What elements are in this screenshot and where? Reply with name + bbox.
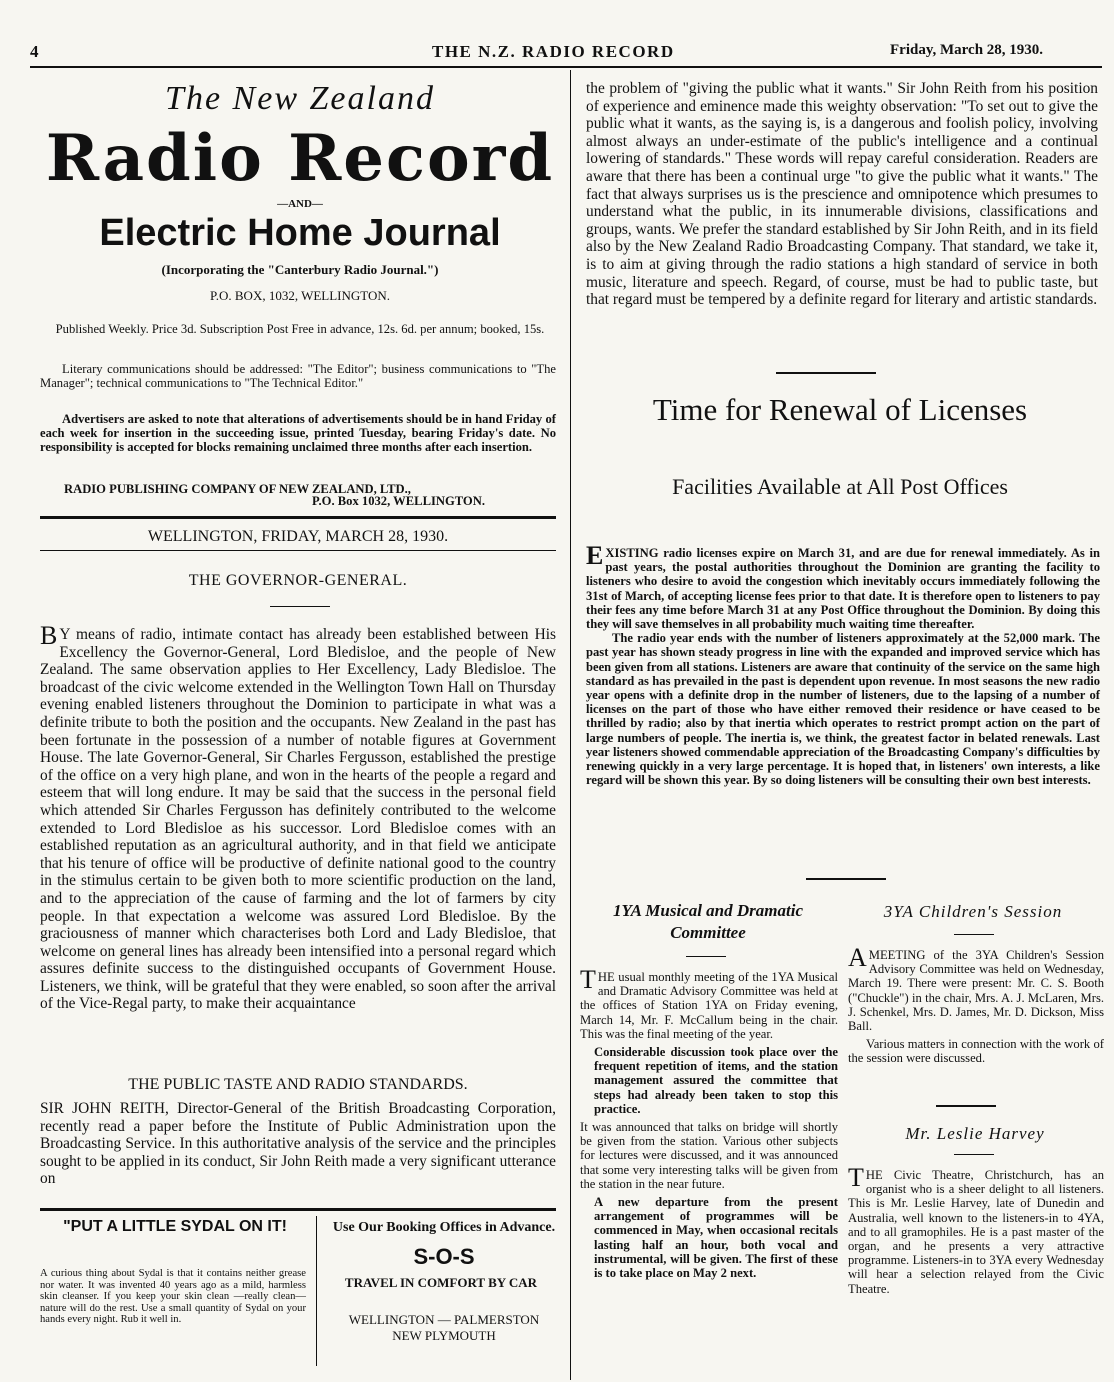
iya-title: 1YA Musical and Dramatic Committee xyxy=(612,901,803,942)
left-bottom-rule xyxy=(40,1208,556,1211)
issue-date: Friday, March 28, 1930. xyxy=(890,42,1044,58)
harvey-dropcap: T xyxy=(848,1163,864,1192)
iya-dropcap: T xyxy=(580,965,596,994)
iya-para1: HE usual monthly meeting of the 1YA Musical and Dramatic Advisory Committee was held at the offices of Station 1YA on Friday evening, March 14, Mr. F. McCallum being in the chair. This was the final meeting of the year. xyxy=(580,970,838,1041)
po-box: P.O. BOX, 1032, WELLINGTON. xyxy=(209,288,391,303)
public-taste-text-cont: the problem of "giving the public what it wants." Sir John Reith from his position of experience and eminence made this weighty observation: "To set out to give the public what it wants, as the saying is, is a dangerous and foolish policy, involving almost always an under-estimate of the public's intelligence and a continual lowering of standards." These words will repay careful consideration. Readers are aware that there has been a continual urge "to give the public what it wants." The fact that always surprises us is the prescience and omnipotence which presumes to understand what the public, in its innumerable divisions, classifications and groups, wants. We prefer the standard established by Sir John Reith, and in its field also by the New Zealand Radio Broadcasting Company. That standard, we take it, is to aim at giving through the radio stations a high standard of service in both music, literature and speech. Regard, of course, must be had to public taste, but that regard must be tempered by a definite regard for literary and artistic standards. xyxy=(586,80,1098,309)
harvey-title: Mr. Leslie Harvey xyxy=(905,1124,1045,1143)
governor-rule xyxy=(270,606,330,607)
governor-title: THE GOVERNOR-GENERAL. xyxy=(188,572,408,589)
three-ya-dropcap: A xyxy=(848,943,867,972)
masthead-rule xyxy=(40,516,556,519)
renewal-title: Time for Renewal of Licenses xyxy=(652,392,1028,427)
masthead-line1: The New Zealand xyxy=(165,80,435,117)
header-rule xyxy=(30,66,1102,68)
column-rule xyxy=(570,70,571,1380)
routes-line2: NEW PLYMOUTH xyxy=(392,1328,496,1343)
governor-article xyxy=(40,621,556,1013)
harvey-rule xyxy=(954,1154,994,1155)
sos-ad: S-O-S xyxy=(413,1244,475,1269)
incorporating-note: (Incorporating the "Canterbury Radio Journal.") xyxy=(161,262,439,277)
masthead-block xyxy=(40,80,560,304)
literary-note: Literary communications should be addressed: "The Editor"; business communications to "The Manager"; technical communications to "The Technical Editor." xyxy=(40,362,556,391)
three-ya-rule xyxy=(954,934,994,935)
published-weekly: Published Weekly. Price 3d. Subscription Post Free in advance, 12s. 6d. per annum; booked, 15s. xyxy=(55,322,545,336)
three-ya-bottom-rule xyxy=(936,1105,996,1107)
three-ya-title: 3YA Children's Session xyxy=(883,902,1063,921)
company-name: RADIO PUBLISHING COMPANY OF NEW ZEALAND, LTD., xyxy=(64,482,411,496)
public-taste-title: THE PUBLIC TASTE AND RADIO STANDARDS. xyxy=(128,1076,468,1093)
sydal-ad-title: "PUT A LITTLE SYDAL ON IT! xyxy=(63,1218,287,1235)
iya-para4: A new departure from the present arrangement of programmes will be commenced in May, when occasional recitals lasting half an hour, both vocal and instrumental, will be given. The first of these is to take place on May 2 next. xyxy=(594,1195,838,1281)
page-number: 4 xyxy=(30,42,39,61)
three-ya-para2: Various matters in connection with the work of the session were discussed. xyxy=(848,1037,1104,1066)
renewal-subtitle: Facilities Available at All Post Offices xyxy=(672,474,1008,499)
travel-ad: TRAVEL IN COMFORT BY CAR xyxy=(344,1275,538,1290)
three-ya-para1: MEETING of the 3YA Children's Session Advisory Committee was held on Wednesday, March 19. There were present: Mr. C. S. Booth ("Chuckle") in the chair, Mrs. A. J. McLaren, Mrs. J. Schenkel, Mrs. D. James, Mr. D. Dickson, Miss Ball. xyxy=(848,948,1104,1034)
renewal-bottom-rule xyxy=(806,878,886,880)
iya-para3: It was announced that talks on bridge will shortly be given from the station. Various other subjects for lectures were discussed, and it was announced that some very interesting talks will be given from the station in the near future. xyxy=(580,1120,838,1191)
renewal-article xyxy=(586,541,1100,788)
three-ya-article xyxy=(848,943,1104,1066)
public-taste-text-start: SIR JOHN REITH, Director-General of the British Broadcasting Corporation, recently read a paper before the Institute of Public Administration upon the Broadcasting Service. In this authoritative analysis of the service and the principles sought to be applied in its conduct, Sir John Reith made a very significant utterance on xyxy=(40,1100,556,1188)
masthead-title: THE N.Z. RADIO RECORD xyxy=(432,42,675,61)
harvey-para1: HE Civic Theatre, Christchurch, has an organist who is a sheer delight to all listeners. This is Mr. Leslie Harvey, late of Dunedin and Australia, well known to the listeners-in to 4YA, and to all gramophiles. He is a past master of the organ, and he presents a very attractive programme. Listeners-in to 3YA every Wednesday will hear a selection relayed from the Civic Theatre. xyxy=(848,1168,1104,1296)
iya-article xyxy=(580,965,838,1281)
advertisers-note: Advertisers are asked to note that alterations of advertisements should be in hand Friday of each week for insertion in the succeeding issue, printed Tuesday, bearing Friday's date. No responsibility is accepted for blocks remaining unclaimed three months after each insertion. xyxy=(40,412,556,455)
masthead-and: —AND— xyxy=(277,198,323,210)
harvey-article xyxy=(848,1163,1104,1296)
iya-rule xyxy=(686,956,726,957)
renewal-para1: XISTING radio licenses expire on March 31, and are due for renewal immediately. As in past years, the postal authorities throughout the Dominion are granting the facility to listeners who desire to avoid the congestion which inevitably occurs immediately following the 31st of March, of accepting license fees prior to that date. It is therefore open to listeners to pay their fees any time before March 31 at any Post Office throughout the Dominion. By doing this they will save themselves in all probability much waiting time thereafter. xyxy=(586,546,1100,632)
masthead-radio-record: Radio Record xyxy=(45,121,555,196)
governor-text: Y means of radio, intimate contact has already been established between His Excellency the Governor-General, Lord Bledisloe, and the people of New Zealand. The same observation applies to Her Excellency, Lady Bledisloe. The broadcast of the civic welcome extended in the Wellington Town Hall on Thursday evening enabled listeners throughout the Dominion to participate in what was a definite tribute to both the position and the occupants. New Zealand in the past has been fortunate in the possession of a number of notable figures at Government House. The late Governor-General, Sir Charles Fergusson, established the prestige of the office on a very high plane, and won in the hearts of the people a regard and esteem that will long endure. It may be said that the success in the personal field which attended Sir Charles Fergusson has definitely contributed to the welcome extended to Lord Bledisloe as his successor. Lord Bledisloe comes with an established reputation as an agricultural authority, and in that field we anticipate that his tenure of office will be productive of definite national good to the country in the stimulus certain to be given both to more scientific production on the land, and to the appreciation of the cause of farming and the lot of farmers by city people. In that expectation a welcome was assured Lord Bledisloe. By the graciousness of manner which characterises both Lord and Lady Bledisloe, that welcome on general lines has already been intensified into a personal regard which assures definite success to the distinguished occupants of Government House. Listeners, we think, will be grateful that they were enabled, so soon after the arrival of the Vice-Regal party, to make their acquaintance xyxy=(40,626,556,1013)
masthead-electric-home: Electric Home Journal xyxy=(99,212,501,254)
company-address: P.O. Box 1032, WELLINGTON. xyxy=(312,494,485,508)
dateline: WELLINGTON, FRIDAY, MARCH 28, 1930. xyxy=(147,528,449,545)
routes-line1: WELLINGTON — PALMERSTON xyxy=(348,1312,540,1327)
renewal-para2: The radio year ends with the number of listeners approximately at the 52,000 mark. The past year has shown steady progress in line with the expanded and improved service which has been given from all stations. Listeners are aware that continuity of the service on the same high standard as has prevailed in the past is dependent upon revenue. In most seasons the new radio year opens with a definite drop in the number of listeners, due to the lapsing of a number of licenses on the part of those who have either removed their residence or have ceased to be thrilled by radio; also by that inertia which operates to restrict prompt action on the part of large numbers of people. The inertia is, we think, the greatest factor in belated renewals. Last year listeners showed commendable appreciation of the Broadcasting Company's difficulties by renewing quickly in a very large percentage. It is hoped that, in listeners' own interests, a like regard will be shown this year. By so doing listeners will be consulting their own best interests. xyxy=(586,631,1100,788)
sydal-ad-text: A curious thing about Sydal is that it contains neither grease nor water. It was invented 40 years ago as a mild, harmless skin cleanser. If you keep your skin clean —really clean—nature will do the rest. Use a small quantity of Sydal on your hands every night. Rub it well in. xyxy=(40,1268,306,1326)
dateline-rule xyxy=(40,550,556,551)
iya-para2: Considerable discussion took place over the frequent repetition of items, and the station management assured the committee that steps had already been taken to stop this practice. xyxy=(594,1045,838,1116)
governor-dropcap: B xyxy=(40,621,58,650)
renewal-dropcap: E xyxy=(586,541,604,570)
booking-ad: Use Our Booking Offices in Advance. xyxy=(332,1220,556,1235)
renewal-top-rule xyxy=(776,372,876,374)
